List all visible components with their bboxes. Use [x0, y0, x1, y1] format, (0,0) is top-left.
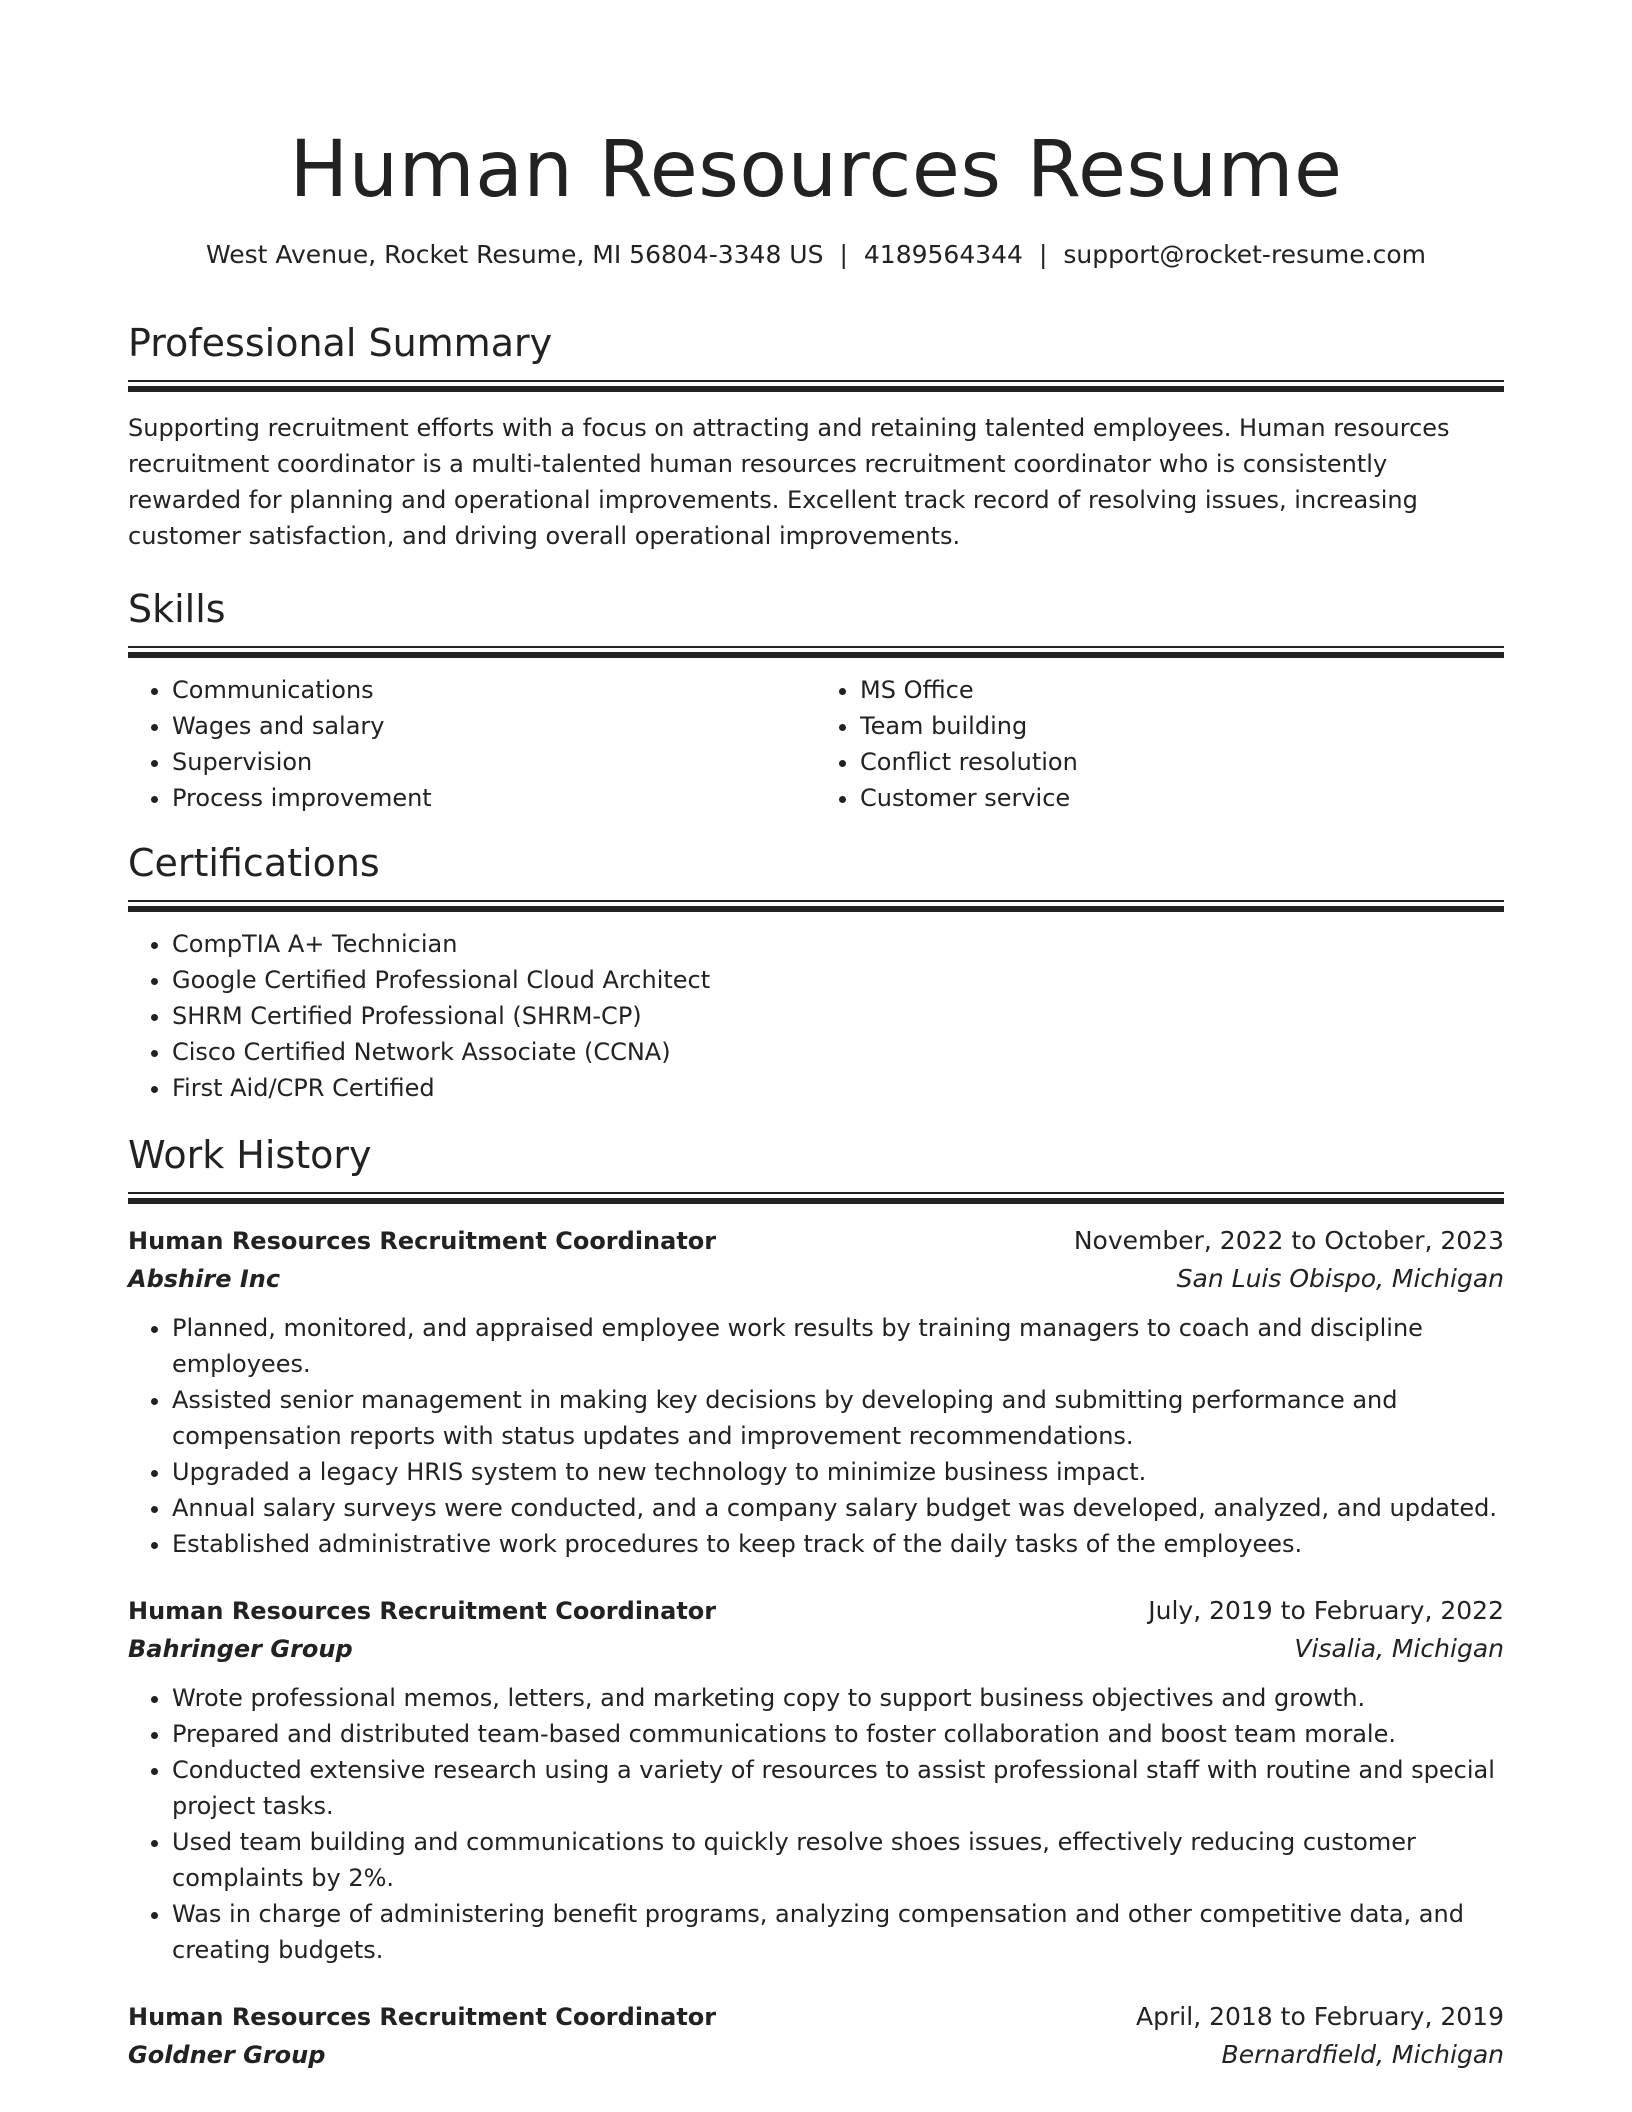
skill-item: • Supervision: [172, 744, 816, 780]
certifications-section: [128, 838, 1504, 1106]
skills-list-left: [128, 672, 816, 816]
certification-item: • SHRM Certified Professional (SHRM-CP): [172, 998, 1504, 1034]
job-bullet: • Conducted extensive research using a variety of resources to assist professional staff with routine and special project tasks.: [172, 1752, 1504, 1824]
job-bullet: • Annual salary surveys were conducted, and a company salary budget was developed, analyzed, and updated.: [172, 1490, 1504, 1526]
job-title: Human Resources Recruitment Coordinator: [128, 1597, 717, 1625]
job-company-row: [128, 1260, 1504, 1298]
certifications-heading: Certifications: [128, 841, 380, 885]
summary-heading: Professional Summary: [128, 321, 553, 365]
job-dates: April, 2018 to February, 2019: [1136, 2002, 1504, 2031]
skill-item: • Customer service: [860, 780, 1504, 816]
contact-separator: |: [1038, 240, 1048, 269]
job-entry: [128, 1592, 1504, 1968]
certification-item: • First Aid/CPR Certified: [172, 1070, 1504, 1106]
resume-title: Human Resources Resume: [289, 125, 1343, 215]
job-company: Goldner Group: [128, 2041, 326, 2069]
job-company-row: [128, 1630, 1504, 1668]
contact-address: West Avenue, Rocket Resume, MI 56804-3348 US: [205, 240, 824, 269]
job-bullet: • Wrote professional memos, letters, and marketing copy to support business objectives and growth.: [172, 1680, 1504, 1716]
section-divider: [128, 1192, 1504, 1204]
job-company: Abshire Inc: [128, 1265, 281, 1293]
job-title: Human Resources Recruitment Coordinator: [128, 2003, 717, 2031]
skill-item: • Wages and salary: [172, 708, 816, 744]
job-location: Visalia, Michigan: [1294, 1634, 1504, 1663]
contact-phone: 4189564344: [863, 240, 1023, 269]
work-history-section: [128, 1130, 1504, 2074]
skills-section: [128, 584, 1504, 816]
skills-heading: Skills: [128, 587, 226, 631]
section-divider: [128, 900, 1504, 912]
skill-item: • Conflict resolution: [860, 744, 1504, 780]
job-entry: [128, 1222, 1504, 1562]
section-divider: [128, 646, 1504, 658]
skills-grid: [128, 672, 1504, 816]
section-divider: [128, 380, 1504, 392]
certification-item: • Cisco Certified Network Associate (CCNA): [172, 1034, 1504, 1070]
skill-item: • MS Office: [860, 672, 1504, 708]
skill-item: • Process improvement: [172, 780, 816, 816]
job-bullet: • Upgraded a legacy HRIS system to new technology to minimize business impact.: [172, 1454, 1504, 1490]
job-bullet: • Established administrative work procedures to keep track of the daily tasks of the employees.: [172, 1526, 1504, 1562]
skills-list-right: [816, 672, 1504, 816]
certifications-list: [128, 926, 1504, 1106]
job-bullet: • Was in charge of administering benefit programs, analyzing compensation and other competitive data, and creating budgets.: [172, 1896, 1504, 1968]
job-dates: July, 2019 to February, 2022: [1148, 1596, 1504, 1625]
job-location: Bernardfield, Michigan: [1221, 2040, 1504, 2069]
summary-text: Supporting recruitment efforts with a focus on attracting and retaining talented employees. Human resources recruitment coordinator is a multi-talented human resources recruitment coordinator who is consistently rewarded for planning and operational improvements. Excellent track record of resolving issues, increasing customer satisfaction, and driving overall operational improvements.: [128, 414, 1450, 550]
job-bullet: • Prepared and distributed team-based communications to foster collaboration and boost team morale.: [172, 1716, 1504, 1752]
job-company-row: [128, 2036, 1504, 2074]
job-dates: November, 2022 to October, 2023: [1073, 1226, 1504, 1255]
summary-section: [128, 318, 1504, 554]
job-header-row: [128, 1592, 1504, 1630]
job-company: Bahringer Group: [128, 1635, 353, 1663]
job-entry: [128, 1998, 1504, 2074]
contact-line: [128, 238, 1504, 272]
job-bullet: • Assisted senior management in making key decisions by developing and submitting performance and compensation reports with status updates and improvement recommendations.: [172, 1382, 1504, 1454]
job-header-row: [128, 1998, 1504, 2036]
job-location: San Luis Obispo, Michigan: [1176, 1264, 1504, 1293]
job-header-row: [128, 1222, 1504, 1260]
job-title: Human Resources Recruitment Coordinator: [128, 1227, 717, 1255]
contact-separator: |: [839, 240, 848, 269]
job-bullets: [128, 1310, 1504, 1562]
certification-item: • CompTIA A+ Technician: [172, 926, 1504, 962]
skill-item: • Communications: [172, 672, 816, 708]
job-bullet: • Planned, monitored, and appraised employee work results by training managers to coach and discipline employees.: [172, 1310, 1504, 1382]
certification-item: • Google Certified Professional Cloud Architect: [172, 962, 1504, 998]
contact-email[interactable]: support@rocket-resume.com: [1063, 240, 1427, 269]
job-bullets: [128, 1680, 1504, 1968]
job-bullet: • Used team building and communications to quickly resolve shoes issues, effectively reducing customer complaints by 2%.: [172, 1824, 1504, 1896]
work-history-heading: Work History: [128, 1133, 372, 1177]
skill-item: • Team building: [860, 708, 1504, 744]
